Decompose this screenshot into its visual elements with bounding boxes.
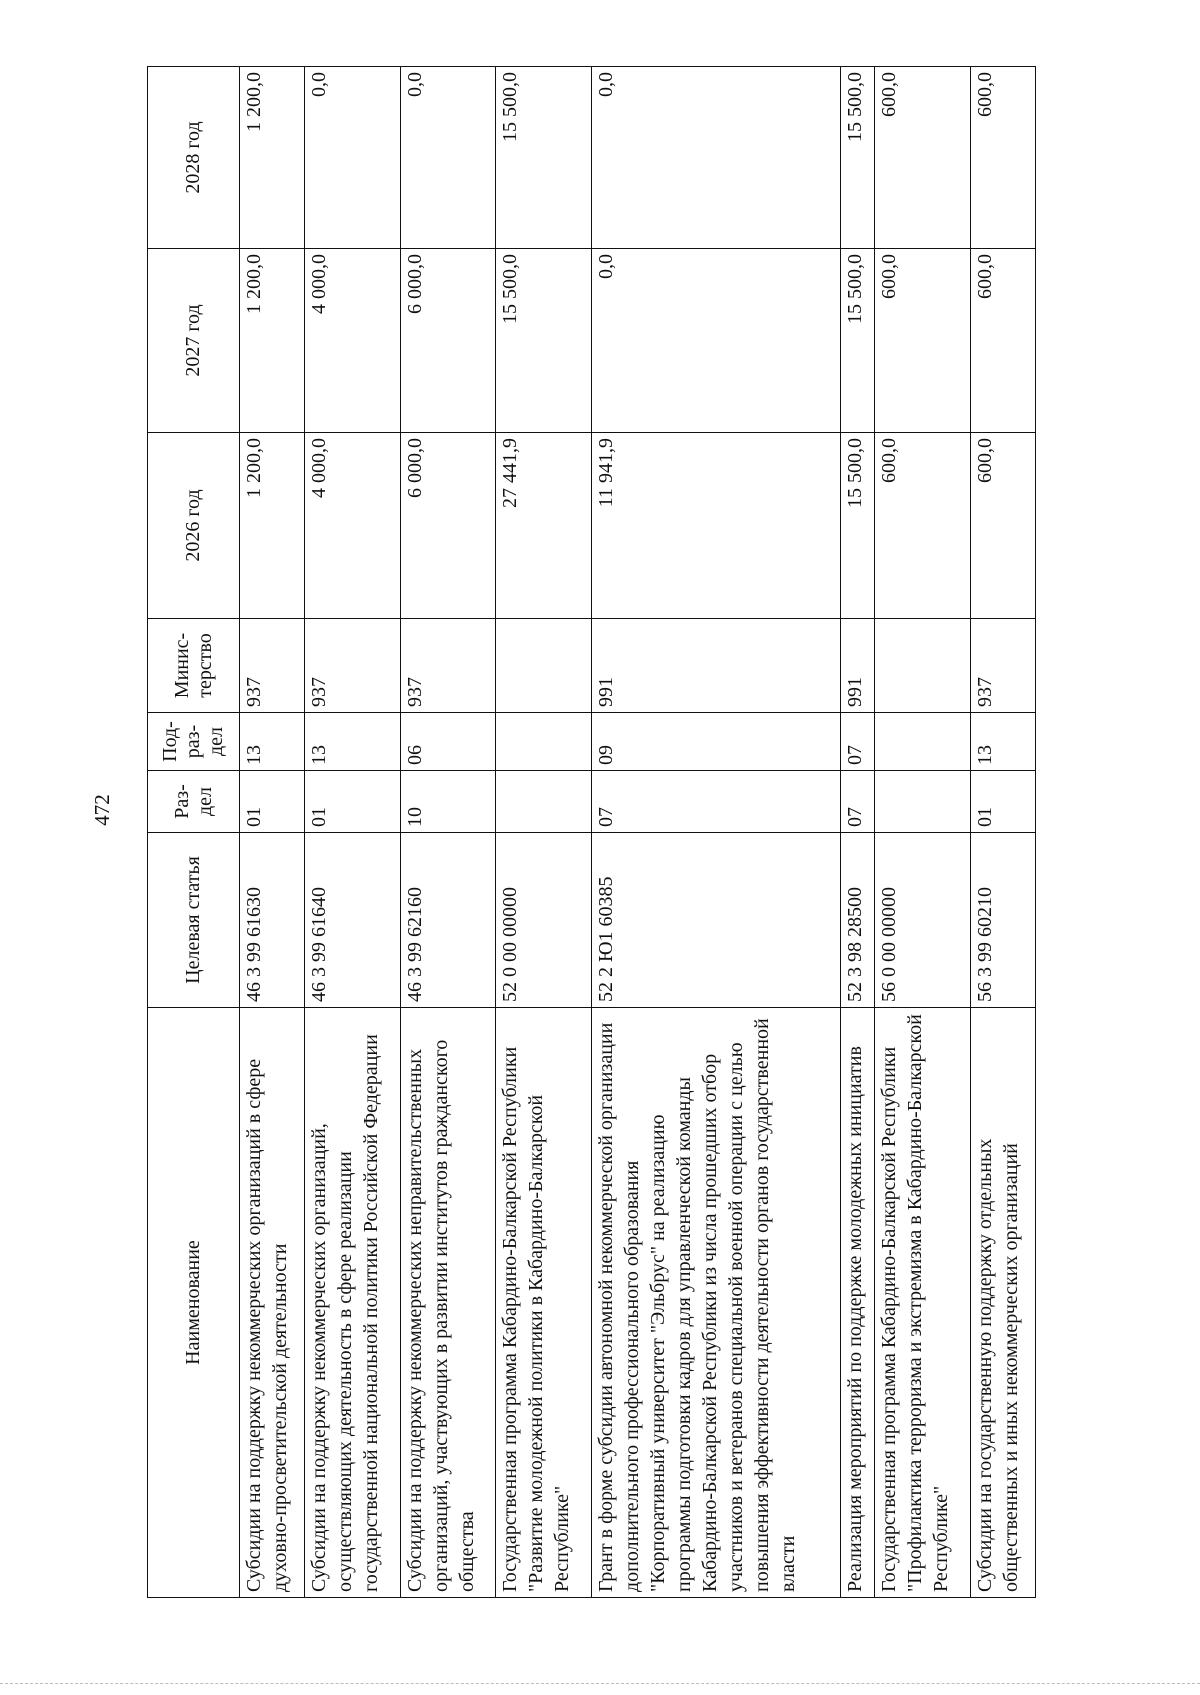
cell-section: 01 [240,771,305,833]
cell-y2027: 600,0 [875,249,971,433]
cell-target: 52 2 Ю1 60385 [591,833,840,1008]
header-section: Раз-дел [148,771,240,833]
cell-y2026: 6 000,0 [400,433,496,619]
cell-section: 07 [841,771,875,833]
cell-subsection [875,713,971,771]
cell-subsection [496,713,592,771]
cell-subsection: 13 [971,713,1036,771]
cell-name: Субсидии на поддержку некоммерческих организаций в сфере духовно-просветительской деятельности [240,1008,305,1598]
cell-subsection: 07 [841,713,875,771]
cell-y2027: 15 500,0 [496,249,592,433]
cell-name: Реализация мероприятий по поддержке молодежных инициатив [841,1008,875,1598]
cell-y2028: 1 200,0 [240,67,305,249]
cell-y2027: 1 200,0 [240,249,305,433]
cell-ministry: 937 [971,619,1036,713]
header-subsection: Под-раз-дел [148,713,240,771]
cell-section: 10 [400,771,496,833]
cell-subsection: 13 [304,713,400,771]
cell-ministry: 937 [304,619,400,713]
cell-y2027: 0,0 [591,249,840,433]
cell-y2028: 15 500,0 [496,67,592,249]
cell-target: 46 3 99 61640 [304,833,400,1008]
cell-section [875,771,971,833]
cell-subsection: 06 [400,713,496,771]
cell-ministry: 937 [400,619,496,713]
cell-target: 46 3 99 61630 [240,833,305,1008]
page-number: 472 [90,794,114,826]
cell-y2027: 4 000,0 [304,249,400,433]
header-row [148,67,240,1598]
cell-y2027: 15 500,0 [841,249,875,433]
cell-target: 52 3 98 28500 [841,833,875,1008]
header-year-2028: 2028 год [148,67,240,249]
cell-y2027: 6 000,0 [400,249,496,433]
cell-y2028: 0,0 [591,67,840,249]
cell-ministry [875,619,971,713]
cell-y2026: 4 000,0 [304,433,400,619]
header-year-2027: 2027 год [148,249,240,433]
cell-section: 07 [591,771,840,833]
cell-ministry: 991 [591,619,840,713]
cell-y2026: 15 500,0 [841,433,875,619]
cell-ministry: 937 [240,619,305,713]
budget-table [147,66,1036,1598]
cell-name: Грант в форме субсидии автономной некоммерческой организации дополнительного профессионального образования "Корпоративный университет "Эльбрус" на реализацию программы подготовки кадров для управленческой команды Кабардино-Балкарской Республики из числа прошедших отбор участников и ветеранов специальной военной операции с целью повышения эффективности деятельности органов государственной власти [591,1008,840,1598]
header-target: Целевая статья [148,833,240,1008]
table-row [304,67,400,1598]
cell-subsection: 13 [240,713,305,771]
cell-target: 56 3 99 60210 [971,833,1036,1008]
cell-name: Субсидии на поддержку некоммерческих организаций, осуществляющих деятельность в сфере реализации государственной национальной политики Российской Федерации [304,1008,400,1598]
table-row [971,67,1036,1598]
header-name: Наименование [148,1008,240,1598]
cell-ministry: 991 [841,619,875,713]
cell-name: Субсидии на государственную поддержку отдельных общественных и иных некоммерческих организаций [971,1008,1036,1598]
table-row [591,67,840,1598]
table-row [240,67,305,1598]
cell-section [496,771,592,833]
cell-y2026: 600,0 [875,433,971,619]
cell-target: 52 0 00 00000 [496,833,592,1008]
cell-y2026: 600,0 [971,433,1036,619]
cell-name: Субсидии на поддержку некоммерческих неправительственных организаций, участвующих в развитии институтов гражданского общества [400,1008,496,1598]
cell-y2027: 600,0 [971,249,1036,433]
scan-edge-line [0,1683,1200,1684]
cell-subsection: 09 [591,713,840,771]
table-body [240,67,1036,1598]
cell-y2028: 0,0 [304,67,400,249]
cell-name: Государственная программа Кабардино-Балкарской Республики "Профилактика терроризма и экстремизма в Кабардино-Балкарской Республике" [875,1008,971,1598]
table-row [841,67,875,1598]
rotated-table-container [147,67,1036,1598]
cell-y2028: 15 500,0 [841,67,875,249]
cell-y2028: 600,0 [875,67,971,249]
table-row [875,67,971,1598]
header-ministry: Минис-терство [148,619,240,713]
cell-y2028: 600,0 [971,67,1036,249]
cell-name: Государственная программа Кабардино-Балкарской Республики "Развитие молодежной политики в Кабардино-Балкарской Республике" [496,1008,592,1598]
cell-target: 56 0 00 00000 [875,833,971,1008]
cell-ministry [496,619,592,713]
table-row [400,67,496,1598]
cell-section: 01 [304,771,400,833]
cell-y2026: 11 941,9 [591,433,840,619]
cell-y2026: 1 200,0 [240,433,305,619]
cell-section: 01 [971,771,1036,833]
cell-y2026: 27 441,9 [496,433,592,619]
cell-target: 46 3 99 62160 [400,833,496,1008]
cell-y2028: 0,0 [400,67,496,249]
header-year-2026: 2026 год [148,433,240,619]
table-row [496,67,592,1598]
